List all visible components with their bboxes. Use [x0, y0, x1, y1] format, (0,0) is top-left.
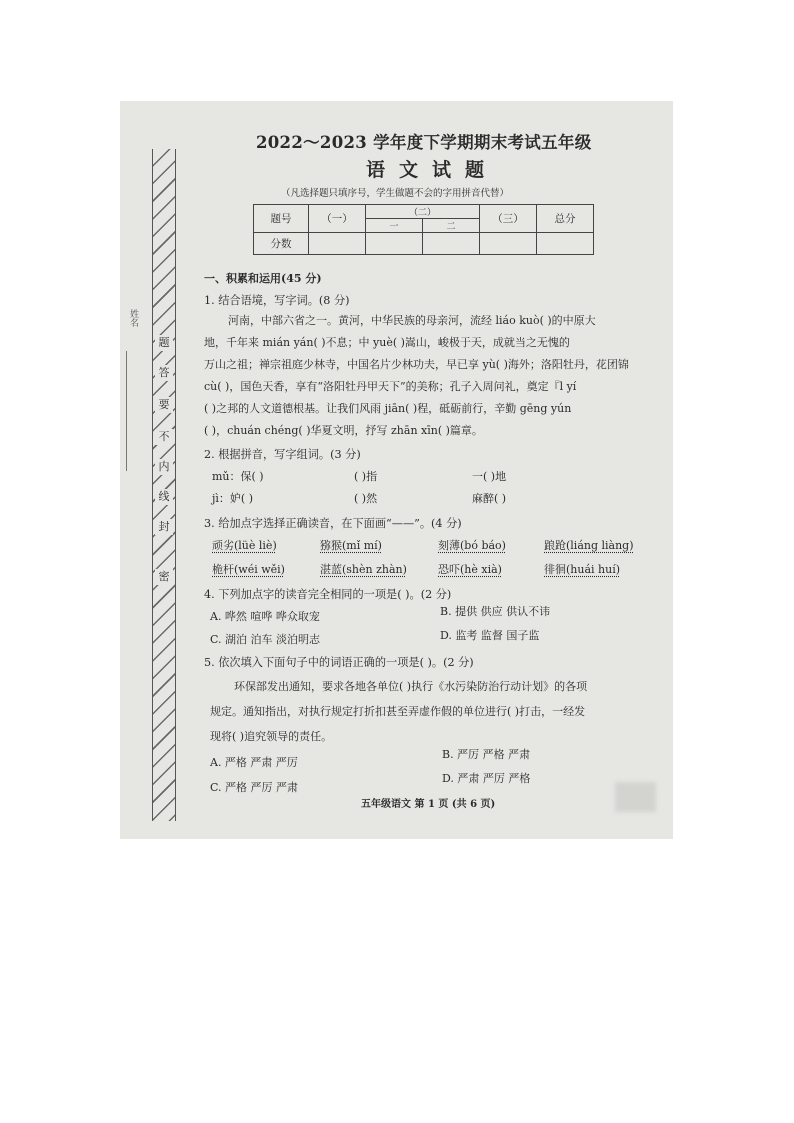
score-cell[interactable]	[423, 233, 480, 255]
seal-char: 不	[155, 429, 173, 445]
q3-item: 湛蓝(shèn zhàn)	[320, 563, 407, 576]
q2-item: 一( )地	[472, 470, 507, 483]
q3-item: 桅杆(wéi wěi)	[212, 563, 285, 576]
q3-item: 顽劣(lüè liè)	[212, 539, 277, 552]
row-label-score: 分数	[254, 233, 309, 255]
q2-heading: 2. 根据拼音，写字组词。(3 分)	[204, 448, 361, 461]
exam-paper-photo	[120, 101, 673, 839]
col-section-2: （二）	[366, 205, 480, 219]
q1-heading: 1. 结合语境，写字词。(8 分)	[204, 294, 350, 307]
binding-margin	[152, 149, 176, 821]
student-name-label: 姓名	[128, 309, 138, 327]
score-cell[interactable]	[309, 233, 366, 255]
q1-line: ( )，chuán chéng( )华夏文明，抒写 zhān xīn( )篇章。	[204, 424, 483, 437]
seal-line-text	[153, 149, 175, 821]
q4-option-d[interactable]: D. 监考 监督 国子监	[440, 629, 540, 642]
q2-item: 麻醉( )	[472, 492, 507, 505]
name-write-line	[126, 351, 127, 471]
exam-title: 2022～2023 学年度下学期期末考试五年级	[256, 133, 592, 152]
col-section-2a: 一	[366, 219, 423, 233]
section-1-heading: 一、积累和运用(45 分)	[204, 272, 322, 285]
score-cell[interactable]	[480, 233, 537, 255]
seal-char: 答	[155, 365, 173, 381]
score-cell[interactable]	[537, 233, 594, 255]
q4-option-b[interactable]: B. 提供 供应 供认不讳	[440, 605, 551, 618]
q2-item: mǔ：保( )	[212, 470, 264, 483]
q1-line: 河南，中部六省之一。黄河，中华民族的母亲河，流经 liáo kuò( )的中原大	[228, 314, 596, 327]
q2-item: jì：妒( )	[212, 492, 254, 505]
q5-option-a[interactable]: A. 严格 严肃 严厉	[210, 756, 298, 769]
q3-item: 踉跄(liáng liàng)	[544, 539, 634, 552]
q4-option-a[interactable]: A. 哗然 喧哗 哗众取宠	[210, 610, 320, 623]
seal-char: 要	[155, 397, 173, 413]
q1-line: ( )之邦的人文道德根基。让我们风雨 jiān( )程，砥砺前行，辛勤 gēng yún	[204, 402, 572, 415]
exam-instruction-note: （凡选择题只填序号，学生做题不会的字用拼音代替）	[281, 188, 510, 199]
score-table	[253, 204, 594, 255]
col-total: 总分	[537, 205, 594, 233]
q1-line: cù( )，国色天香，享有“洛阳牡丹甲天下”的美称；孔子入周问礼，奠定『l yí	[204, 380, 577, 393]
seal-char: 密	[155, 569, 173, 585]
seal-char: 线	[155, 489, 173, 505]
page-footer: 五年级语文 第 1 页 (共 6 页)	[361, 799, 496, 810]
q5-option-b[interactable]: B. 严厉 严格 严肃	[442, 748, 531, 761]
q3-item: 恐吓(hè xià)	[438, 563, 502, 576]
q2-item: ( )指	[354, 470, 378, 483]
q5-line: 规定。通知指出，对执行规定打折扣甚至弄虚作假的单位进行( )打击，一经发	[210, 705, 586, 718]
redacted-patch	[615, 782, 656, 812]
q3-item: 徘徊(huái huí)	[544, 563, 621, 576]
q5-option-c[interactable]: C. 严格 严厉 严肃	[210, 781, 299, 794]
q5-line: 现将( )追究领导的责任。	[210, 730, 333, 743]
q4-option-c[interactable]: C. 湖泊 泊车 淡泊明志	[210, 633, 321, 646]
col-section-1: （一）	[309, 205, 366, 233]
exam-subject-title: 语文试题	[366, 159, 499, 181]
q1-line: 地，千年来 mián yán( )不息；中 yuè( )嵩山，峻极于天，成就当之无愧的	[204, 336, 570, 349]
q5-option-d[interactable]: D. 严肃 严厉 严格	[442, 772, 531, 785]
q2-item: ( )然	[354, 492, 378, 505]
q4-heading: 4. 下列加点字的读音完全相同的一项是( )。(2 分)	[204, 588, 452, 601]
q3-heading: 3. 给加点字选择正确读音，在下面画“——”。(4 分)	[204, 517, 462, 530]
q3-item: 刻薄(bó báo)	[438, 539, 506, 552]
q1-line: 万山之祖；禅宗祖庭少林寺，中国名片少林功夫，早已享 yù( )海外；洛阳牡丹，花团锦	[204, 358, 629, 371]
q3-item: 猕猴(mǐ mí)	[320, 539, 382, 552]
q5-line: 环保部发出通知，要求各地各单位( )执行《水污染防治行动计划》的各项	[234, 680, 588, 693]
score-cell[interactable]	[366, 233, 423, 255]
col-section-3: （三）	[480, 205, 537, 233]
seal-char: 内	[155, 459, 173, 475]
col-section-2b: 二	[423, 219, 480, 233]
seal-char: 封	[155, 519, 173, 535]
q5-heading: 5. 依次填入下面句子中的词语正确的一项是( )。(2 分)	[204, 656, 474, 669]
row-label-question-number: 题号	[254, 205, 309, 233]
seal-char: 题	[155, 335, 173, 351]
